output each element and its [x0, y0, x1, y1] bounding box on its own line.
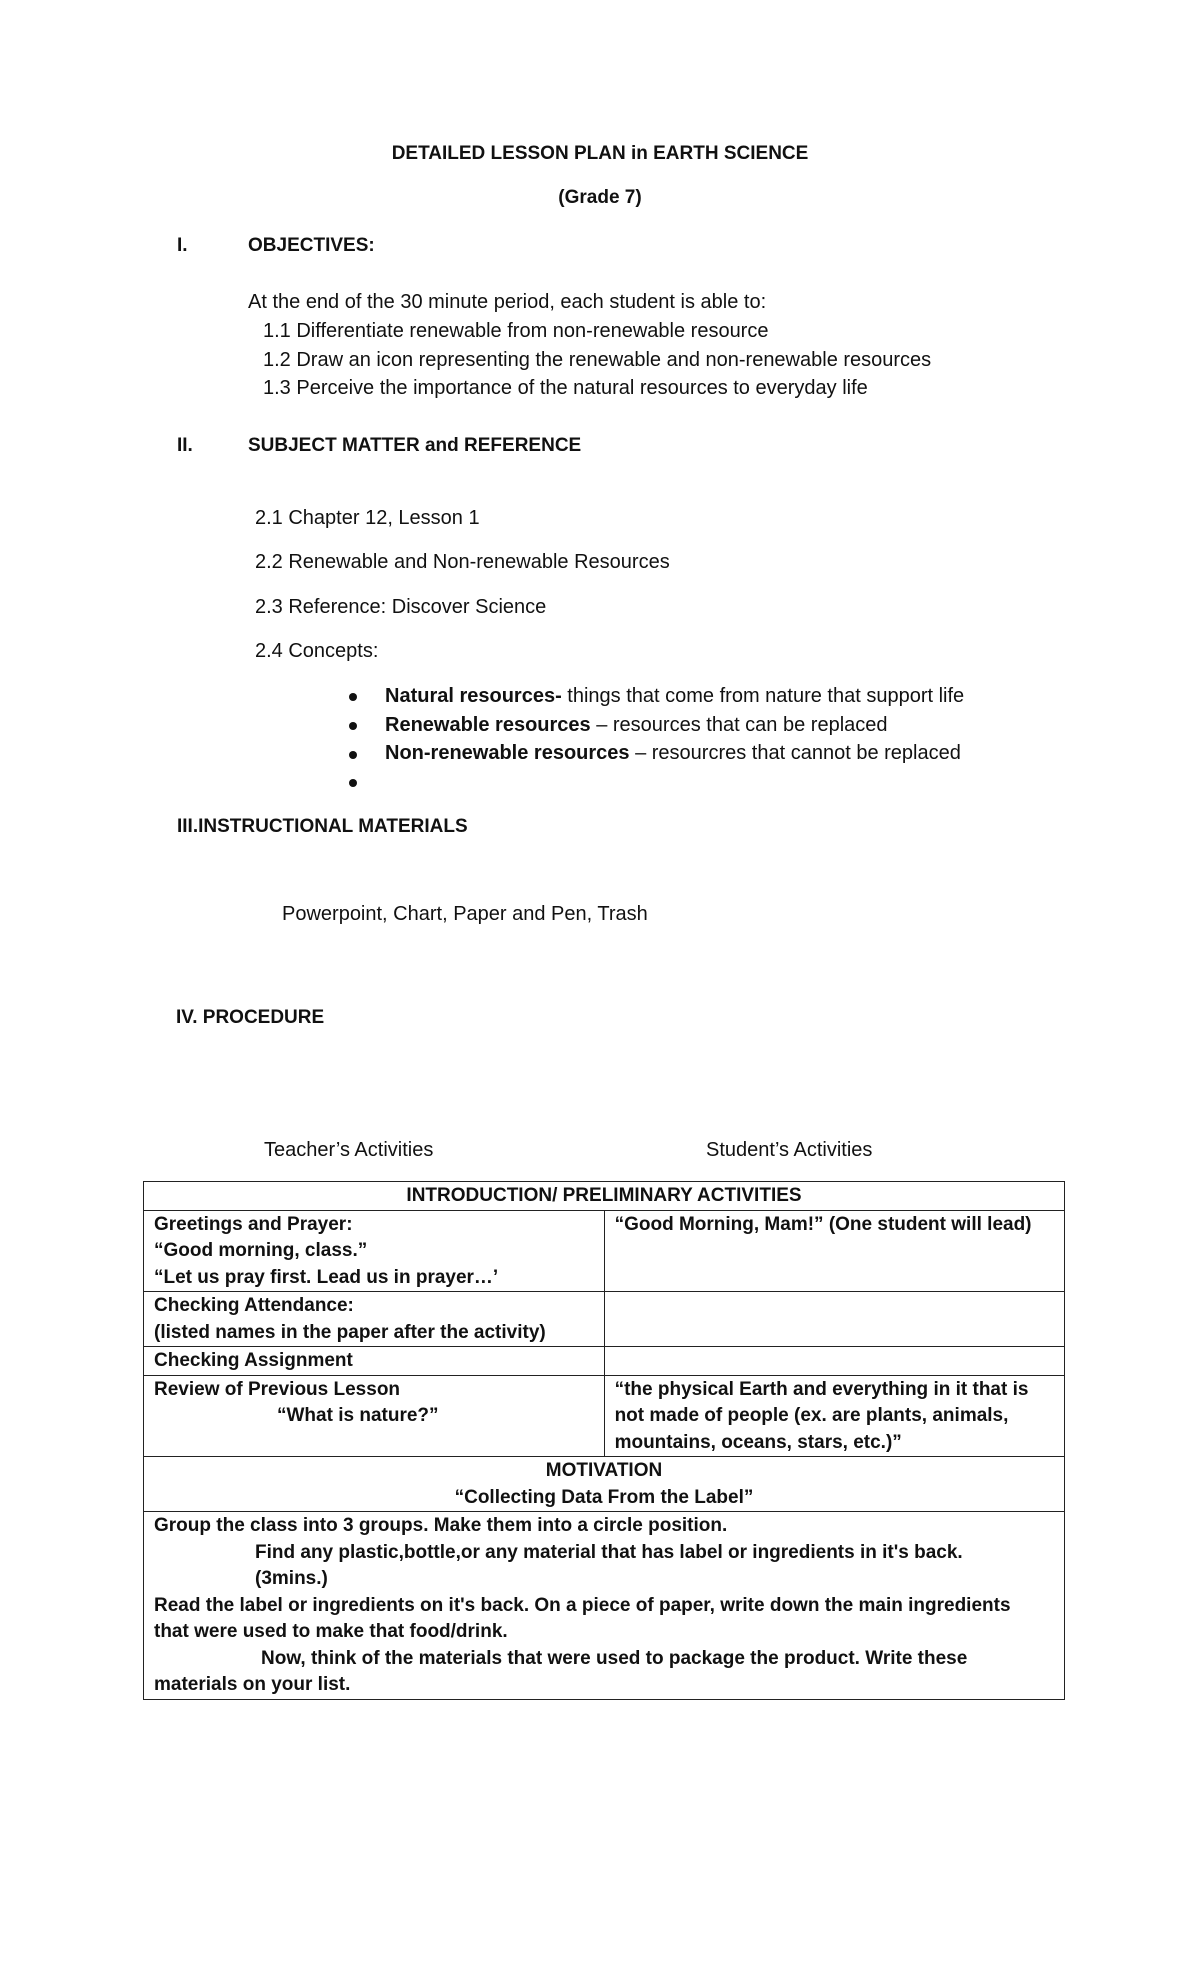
objectives-heading: OBJECTIVES: — [248, 235, 375, 256]
student-activities-header: Student’s Activities — [706, 1139, 873, 1161]
document-title: DETAILED LESSON PLAN in EARTH SCIENCE — [391, 143, 809, 164]
greetings-teacher-cell — [144, 1210, 605, 1292]
motivation-body-cell — [144, 1512, 1065, 1700]
subject-item: 2.2 Renewable and Non-renewable Resources — [255, 551, 670, 573]
attendance-student-cell — [604, 1292, 1064, 1347]
table-row — [144, 1347, 1065, 1376]
procedure-heading: IV. PROCEDURE — [176, 1007, 325, 1028]
motivation-heading-cell — [144, 1457, 1065, 1512]
procedure-table — [143, 1181, 1065, 1700]
bullet-icon — [349, 693, 357, 701]
bullet-icon — [349, 722, 357, 730]
subject-heading: SUBJECT MATTER and REFERENCE — [248, 435, 582, 456]
objective-item: 1.2 Draw an icon representing the renewable and non-renewable resources — [263, 349, 932, 371]
concept-definition: – resourcres that cannot be replaced — [629, 742, 961, 764]
attendance-note: (listed names in the paper after the activity) — [154, 1321, 546, 1343]
section-i-numeral: I. — [177, 235, 188, 256]
motivation-line: Read the label or ingredients on it's back. On a piece of paper, write down the main ingredients that were used to make that food/drink. — [154, 1594, 1011, 1642]
materials-heading: III.INSTRUCTIONAL MATERIALS — [177, 816, 468, 837]
concept-term: Natural resources- — [385, 685, 562, 707]
concept-definition: – resources that can be replaced — [590, 714, 888, 736]
concept-item — [385, 711, 888, 740]
greetings-label: Greetings and Prayer: — [154, 1213, 353, 1235]
review-question: “What is nature?” — [277, 1405, 439, 1426]
concept-term: Non-renewable resources — [385, 742, 630, 764]
motivation-subtitle: “Collecting Data From the Label” — [454, 1486, 754, 1508]
objective-item: 1.3 Perceive the importance of the natural resources to everyday life — [263, 377, 868, 399]
table-row — [144, 1375, 1065, 1457]
table-row — [144, 1210, 1065, 1292]
objectives-intro: At the end of the 30 minute period, each student is able to: — [248, 291, 767, 313]
table-row — [144, 1512, 1065, 1700]
table-row — [144, 1292, 1065, 1347]
review-label: Review of Previous Lesson — [154, 1378, 401, 1400]
table-row — [144, 1457, 1065, 1512]
attendance-teacher-cell — [144, 1292, 605, 1347]
prayer-line: “Let us pray first. Lead us in prayer…’ — [154, 1266, 499, 1288]
concept-term: Renewable resources — [385, 714, 591, 736]
materials-list: Powerpoint, Chart, Paper and Pen, Trash — [282, 903, 648, 925]
concept-definition: things that come from nature that support life — [561, 685, 965, 707]
motivation-line: Now, think of the materials that were used to package the product. Write these materials on your list. — [154, 1647, 968, 1695]
objective-item: 1.1 Differentiate renewable from non-renewable resource — [263, 320, 769, 342]
greetings-student-cell: “Good Morning, Mam!” (One student will lead) — [604, 1210, 1064, 1292]
review-student-cell: “the physical Earth and everything in it that is not made of people (ex. are plants, animals, mountains, oceans, stars, etc.)” — [604, 1375, 1064, 1457]
review-teacher-cell — [144, 1375, 605, 1457]
subject-item: 2.1 Chapter 12, Lesson 1 — [255, 507, 480, 529]
motivation-heading: MOTIVATION — [545, 1460, 663, 1481]
table-row — [144, 1182, 1065, 1211]
assignment-student-cell — [604, 1347, 1064, 1376]
subject-item: 2.3 Reference: Discover Science — [255, 596, 547, 618]
subject-item: 2.4 Concepts: — [255, 640, 379, 662]
motivation-line: Find any plastic,bottle,or any material that has label or ingredients in it's back. (3mins.) — [255, 1541, 963, 1589]
section-ii-numeral: II. — [177, 435, 193, 456]
teacher-activities-header: Teacher’s Activities — [264, 1139, 434, 1161]
greetings-line: “Good morning, class.” — [154, 1240, 368, 1261]
concept-item — [385, 739, 961, 768]
bullet-icon — [349, 779, 357, 787]
grade-label: (Grade 7) — [558, 187, 642, 208]
attendance-label: Checking Attendance: — [154, 1295, 354, 1316]
concept-item — [385, 682, 964, 711]
motivation-line: Group the class into 3 groups. Make them into a circle position. — [154, 1515, 728, 1536]
bullet-icon — [349, 751, 357, 759]
intro-heading-cell: INTRODUCTION/ PRELIMINARY ACTIVITIES — [144, 1182, 1065, 1211]
assignment-teacher-cell: Checking Assignment — [144, 1347, 605, 1376]
